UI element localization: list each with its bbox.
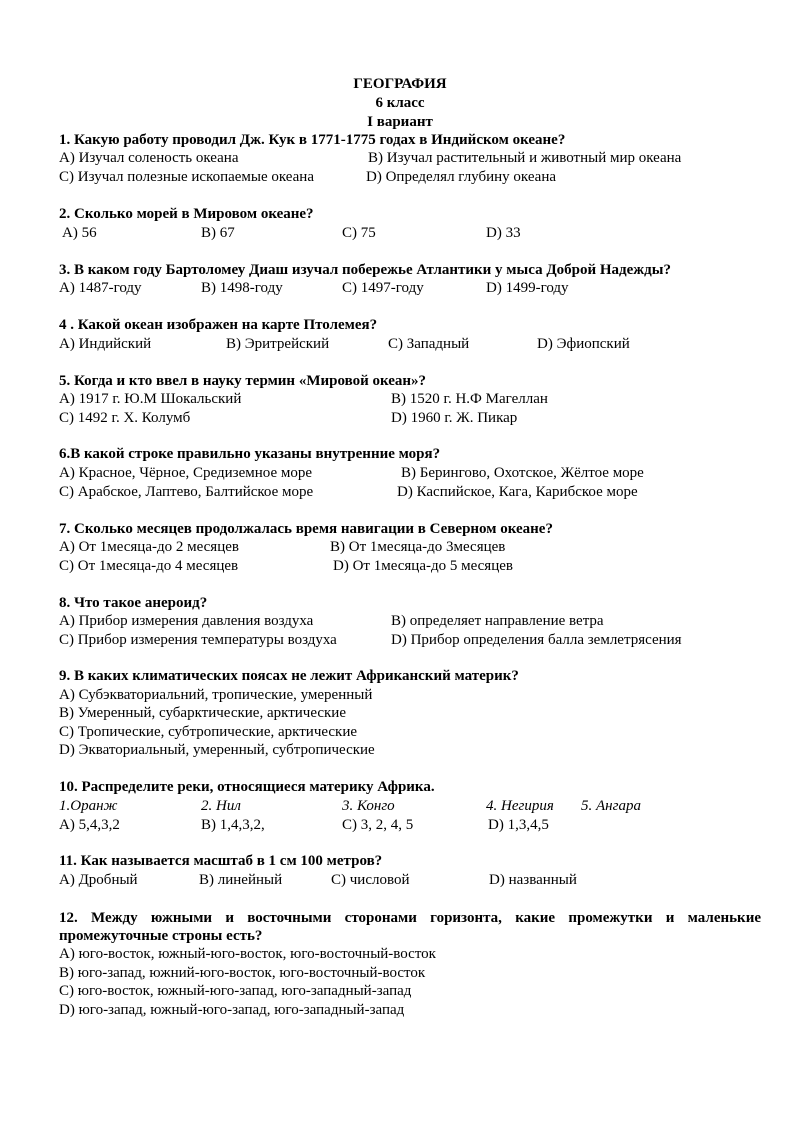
q6-option-c: C) Арабское, Лаптево, Балтийское море	[59, 484, 314, 500]
q3-option-b: B) 1498-году	[201, 280, 283, 296]
q2-option-c: C) 75	[342, 225, 376, 241]
q8-option-c: C) Прибор измерения температуры воздуха	[59, 632, 337, 648]
q4-option-d: D) Эфиопский	[537, 336, 630, 352]
q2-option-d: D) 33	[486, 225, 521, 241]
q1-option-c: C) Изучал полезные ископаемые океана	[59, 169, 314, 185]
q7-option-d: D) От 1месяца-до 5 месяцев	[333, 558, 513, 574]
q5-option-a: A) 1917 г. Ю.М Шокальский	[59, 391, 242, 407]
q5-option-c: C) 1492 г. Х. Колумб	[59, 410, 191, 426]
q10-river-1: 1.Оранж	[59, 798, 118, 814]
question-6: 6.В какой строке правильно указаны внутренние моря?	[59, 446, 441, 462]
grade-label: 6 класс	[375, 95, 425, 111]
q11-option-d: D) названный	[489, 872, 577, 888]
question-1: 1. Какую работу проводил Дж. Кук в 1771-1775 годах в Индийском океане?	[59, 132, 566, 148]
q10-option-a: A) 5,4,3,2	[59, 817, 120, 833]
q1-option-d: D) Определял глубину океана	[366, 169, 557, 185]
q8-option-b: B) определяет направление ветра	[391, 613, 604, 629]
q6-option-b: B) Берингово, Охотское, Жёлтое море	[401, 465, 644, 481]
q5-option-d: D) 1960 г. Ж. Пикар	[391, 410, 518, 426]
q7-option-b: B) От 1месяца-до 3месяцев	[330, 539, 506, 555]
q10-river-3: 3. Конго	[342, 798, 395, 814]
q12-option-a: A) юго-восток, южный-юго-восток, юго-восточный-восток	[59, 946, 436, 962]
question-9: 9. В каких климатических поясах не лежит Африканский материк?	[59, 668, 519, 684]
q4-option-b: B) Эритрейский	[226, 336, 330, 352]
q9-option-c: C) Тропические, субтропические, арктические	[59, 724, 358, 740]
question-4: 4 . Какой океан изображен на карте Птолемея?	[59, 317, 378, 333]
q9-option-a: A) Субэкваториальний, тропические, умеренный	[59, 687, 373, 703]
q3-option-a: A) 1487-году	[59, 280, 142, 296]
variant-label: I вариант	[367, 114, 433, 130]
question-7: 7. Сколько месяцев продолжалась время навигации в Северном океане?	[59, 521, 553, 537]
q2-option-a: A) 56	[62, 225, 97, 241]
question-11: 11. Как называется масштаб в 1 см 100 метров?	[59, 853, 383, 869]
q3-option-d: D) 1499-году	[486, 280, 569, 296]
q7-option-c: C) От 1месяца-до 4 месяцев	[59, 558, 239, 574]
q8-option-a: A) Прибор измерения давления воздуха	[59, 613, 314, 629]
q10-option-b: B) 1,4,3,2,	[201, 817, 265, 833]
q6-option-d: D) Каспийское, Кага, Карибское море	[397, 484, 638, 500]
q10-river-2: 2. Нил	[201, 798, 241, 814]
q6-option-a: A) Красное, Чёрное, Средиземное море	[59, 465, 313, 481]
q2-option-b: B) 67	[201, 225, 235, 241]
q10-option-c: C) 3, 2, 4, 5	[342, 817, 414, 833]
q9-option-d: D) Экваториальный, умеренный, субтропические	[59, 742, 375, 758]
q12-option-d: D) юго-запад, южный-юго-запад, юго-западный-запад	[59, 1002, 405, 1018]
q3-option-c: C) 1497-году	[342, 280, 424, 296]
question-3: 3. В каком году Бартоломеу Диаш изучал побережье Атлантики у мыса Доброй Надежды?	[59, 262, 671, 278]
q5-option-b: B) 1520 г. Н.Ф Магеллан	[391, 391, 548, 407]
q10-river-5: 5. Ангара	[581, 798, 641, 814]
q12-option-b: B) юго-запад, южний-юго-восток, юго-восточный-восток	[59, 965, 426, 981]
q11-option-c: C) числовой	[331, 872, 410, 888]
q7-option-a: A) От 1месяца-до 2 месяцев	[59, 539, 239, 555]
q11-option-b: B) линейный	[199, 872, 283, 888]
q1-option-a: A) Изучал соленость океана	[59, 150, 239, 166]
q8-option-d: D) Прибор определения балла землетрясения	[391, 632, 682, 648]
q4-option-a: A) Индийский	[59, 336, 152, 352]
q12-option-c: C) юго-восток, южный-юго-запад, юго-западный-запад	[59, 983, 412, 999]
q4-option-c: C) Западный	[388, 336, 470, 352]
question-10: 10. Распределите реки, относящиеся материку Африка.	[59, 779, 435, 795]
question-5: 5. Когда и кто ввел в науку термин «Мировой океан»?	[59, 373, 427, 389]
question-8: 8. Что такое анероид?	[59, 595, 208, 611]
q1-option-b: B) Изучал растительный и животный мир океана	[368, 150, 682, 166]
question-2: 2. Сколько морей в Мировом океане?	[59, 206, 314, 222]
q10-option-d: D) 1,3,4,5	[488, 817, 549, 833]
q10-river-4: 4. Негирия	[486, 798, 554, 814]
question-12: 12. Между южными и восточными сторонами горизонта, какие промежутки и маленькие промежуточные строны есть?	[59, 910, 761, 944]
subject-title: ГЕОГРАФИЯ	[353, 76, 447, 92]
q9-option-b: B) Умеренный, субарктические, арктические	[59, 705, 346, 721]
q11-option-a: A) Дробный	[59, 872, 138, 888]
